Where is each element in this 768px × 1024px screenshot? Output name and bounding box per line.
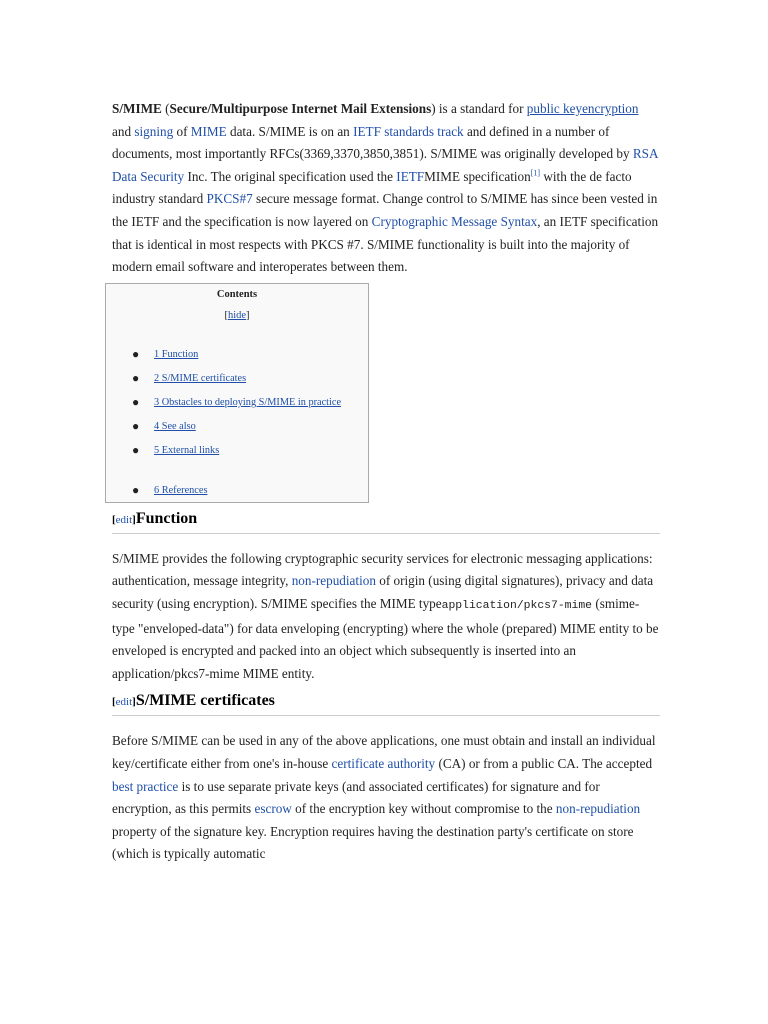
intro-text: data. S/MIME is on an xyxy=(226,123,354,139)
edit-bracket: ] xyxy=(132,513,136,526)
certs-text: property of the signature key. Encryption requires having the destination party's certificate on store (which is typically automatic xyxy=(112,823,634,862)
link-best-practice[interactable]: best practice xyxy=(112,778,179,794)
mime-type-code: application/pkcs7-mime xyxy=(441,599,593,612)
intro-text: MIME specification xyxy=(424,168,531,184)
intro-paragraph xyxy=(112,98,660,279)
section-heading-function xyxy=(112,509,660,534)
certs-text: (CA) or from a public CA. The accepted xyxy=(435,755,653,771)
link-public-key-encryption[interactable]: public keyencryption xyxy=(526,101,639,116)
edit-bracket: [ xyxy=(112,513,116,526)
bullet-icon: ● xyxy=(132,370,140,385)
link-ietf[interactable]: IETF xyxy=(396,168,425,184)
link-ietf-standards-track[interactable]: IETF standards track xyxy=(353,123,464,139)
edit-section-link xyxy=(112,696,136,708)
edit-function-link[interactable]: edit xyxy=(115,513,133,526)
toc-link-external-links[interactable]: 5 External links xyxy=(154,444,220,456)
function-paragraph xyxy=(112,548,660,686)
term-smime: S/MIME xyxy=(112,101,162,116)
toc-toggle-bracket: ] xyxy=(246,309,250,321)
table-of-contents xyxy=(105,283,369,503)
intro-text: with the de facto industry standard xyxy=(112,168,632,207)
link-escrow[interactable]: escrow xyxy=(254,801,292,817)
section-title: S/MIME certificates xyxy=(135,692,275,710)
link-non-repudiation[interactable]: non-repudiation xyxy=(291,573,376,589)
toc-link-see-also[interactable]: 4 See also xyxy=(154,420,196,432)
certs-text: of the encryption key without compromise to the xyxy=(291,801,556,817)
link-rsa-data-security[interactable]: RSA Data Security xyxy=(112,146,658,184)
toc-toggle xyxy=(106,310,368,321)
link-signing[interactable]: signing xyxy=(134,123,174,139)
intro-text: Inc. The original specification used the xyxy=(184,168,397,184)
toc-link-obstacles[interactable]: 3 Obstacles to deploying S/MIME in practice xyxy=(154,396,342,408)
link-cryptographic-message-syntax[interactable]: Cryptographic Message Syntax xyxy=(371,213,538,229)
edit-certificates-link[interactable]: edit xyxy=(115,696,133,709)
certs-text: Before S/MIME can be used in any of the above applications, one must obtain and install an individual key/certificate either from one's in-house xyxy=(112,733,656,771)
toc-link-certificates[interactable]: 2 S/MIME certificates xyxy=(154,372,247,384)
toc-hide-link[interactable]: hide xyxy=(227,309,247,321)
intro-text: ) is a standard for xyxy=(431,101,527,116)
bullet-icon: ● xyxy=(132,442,140,457)
function-text: S/MIME provides the following cryptographic security services for electronic messaging applications: authentication, message integrity, xyxy=(112,550,653,589)
certificates-paragraph xyxy=(112,730,660,866)
function-text: (smime-type "enveloped-data") for data enveloping (encrypting) where the whole (prepared) MIME entity to be enveloped is encrypted and packed into an object which subsequently is inserted into an application/pkcs7-mime MIME entity. xyxy=(112,595,659,681)
citation-1-link[interactable]: [1] xyxy=(530,168,541,178)
bullet-icon: ● xyxy=(132,394,140,409)
certs-text: is to use separate private keys (and associated certificates) for signature and for encryption, as this permits xyxy=(112,778,600,817)
toc-title: Contents xyxy=(216,288,258,300)
link-mime[interactable]: MIME xyxy=(190,123,227,139)
link-non-repudiation-2[interactable]: non-repudiation xyxy=(555,801,641,817)
intro-text: of xyxy=(173,123,191,139)
function-text: of origin (using digital signatures), privacy and data security (using encryption). S/MIME specifies the MIME type xyxy=(112,573,654,611)
edit-bracket: ] xyxy=(132,696,136,709)
link-pkcs7[interactable]: PKCS#7 xyxy=(206,191,253,207)
bullet-icon: ● xyxy=(132,482,140,497)
intro-text: secure message format. Change control to S/MIME has since been vested in the IETF and the specification is now layered on xyxy=(112,191,658,229)
section-heading-certificates xyxy=(112,691,660,716)
toc-link-function[interactable]: 1 Function xyxy=(154,348,199,360)
article-body xyxy=(112,98,660,866)
toc-toggle-bracket: [ xyxy=(224,309,228,321)
edit-bracket: [ xyxy=(112,696,116,709)
link-certificate-authority[interactable]: certificate authority xyxy=(331,755,436,771)
intro-text: ( xyxy=(161,101,170,116)
intro-text: , an IETF specification that is identical in most respects with PKCS #7. S/MIME functionality is built into the majority of modern email software and interoperates between them. xyxy=(112,213,659,275)
edit-section-link xyxy=(112,514,136,526)
bullet-icon: ● xyxy=(132,418,140,433)
section-title: Function xyxy=(135,509,198,527)
intro-text: and xyxy=(112,123,135,139)
bullet-icon: ● xyxy=(132,346,140,361)
term-expansion: Secure/Multipurpose Internet Mail Extensions xyxy=(169,101,432,116)
intro-text: and defined in a number of documents, most importantly RFCs(3369,3370,3850,3851). S/MIME was originally developed by xyxy=(112,123,633,162)
toc-link-references[interactable]: 6 References xyxy=(154,484,208,496)
